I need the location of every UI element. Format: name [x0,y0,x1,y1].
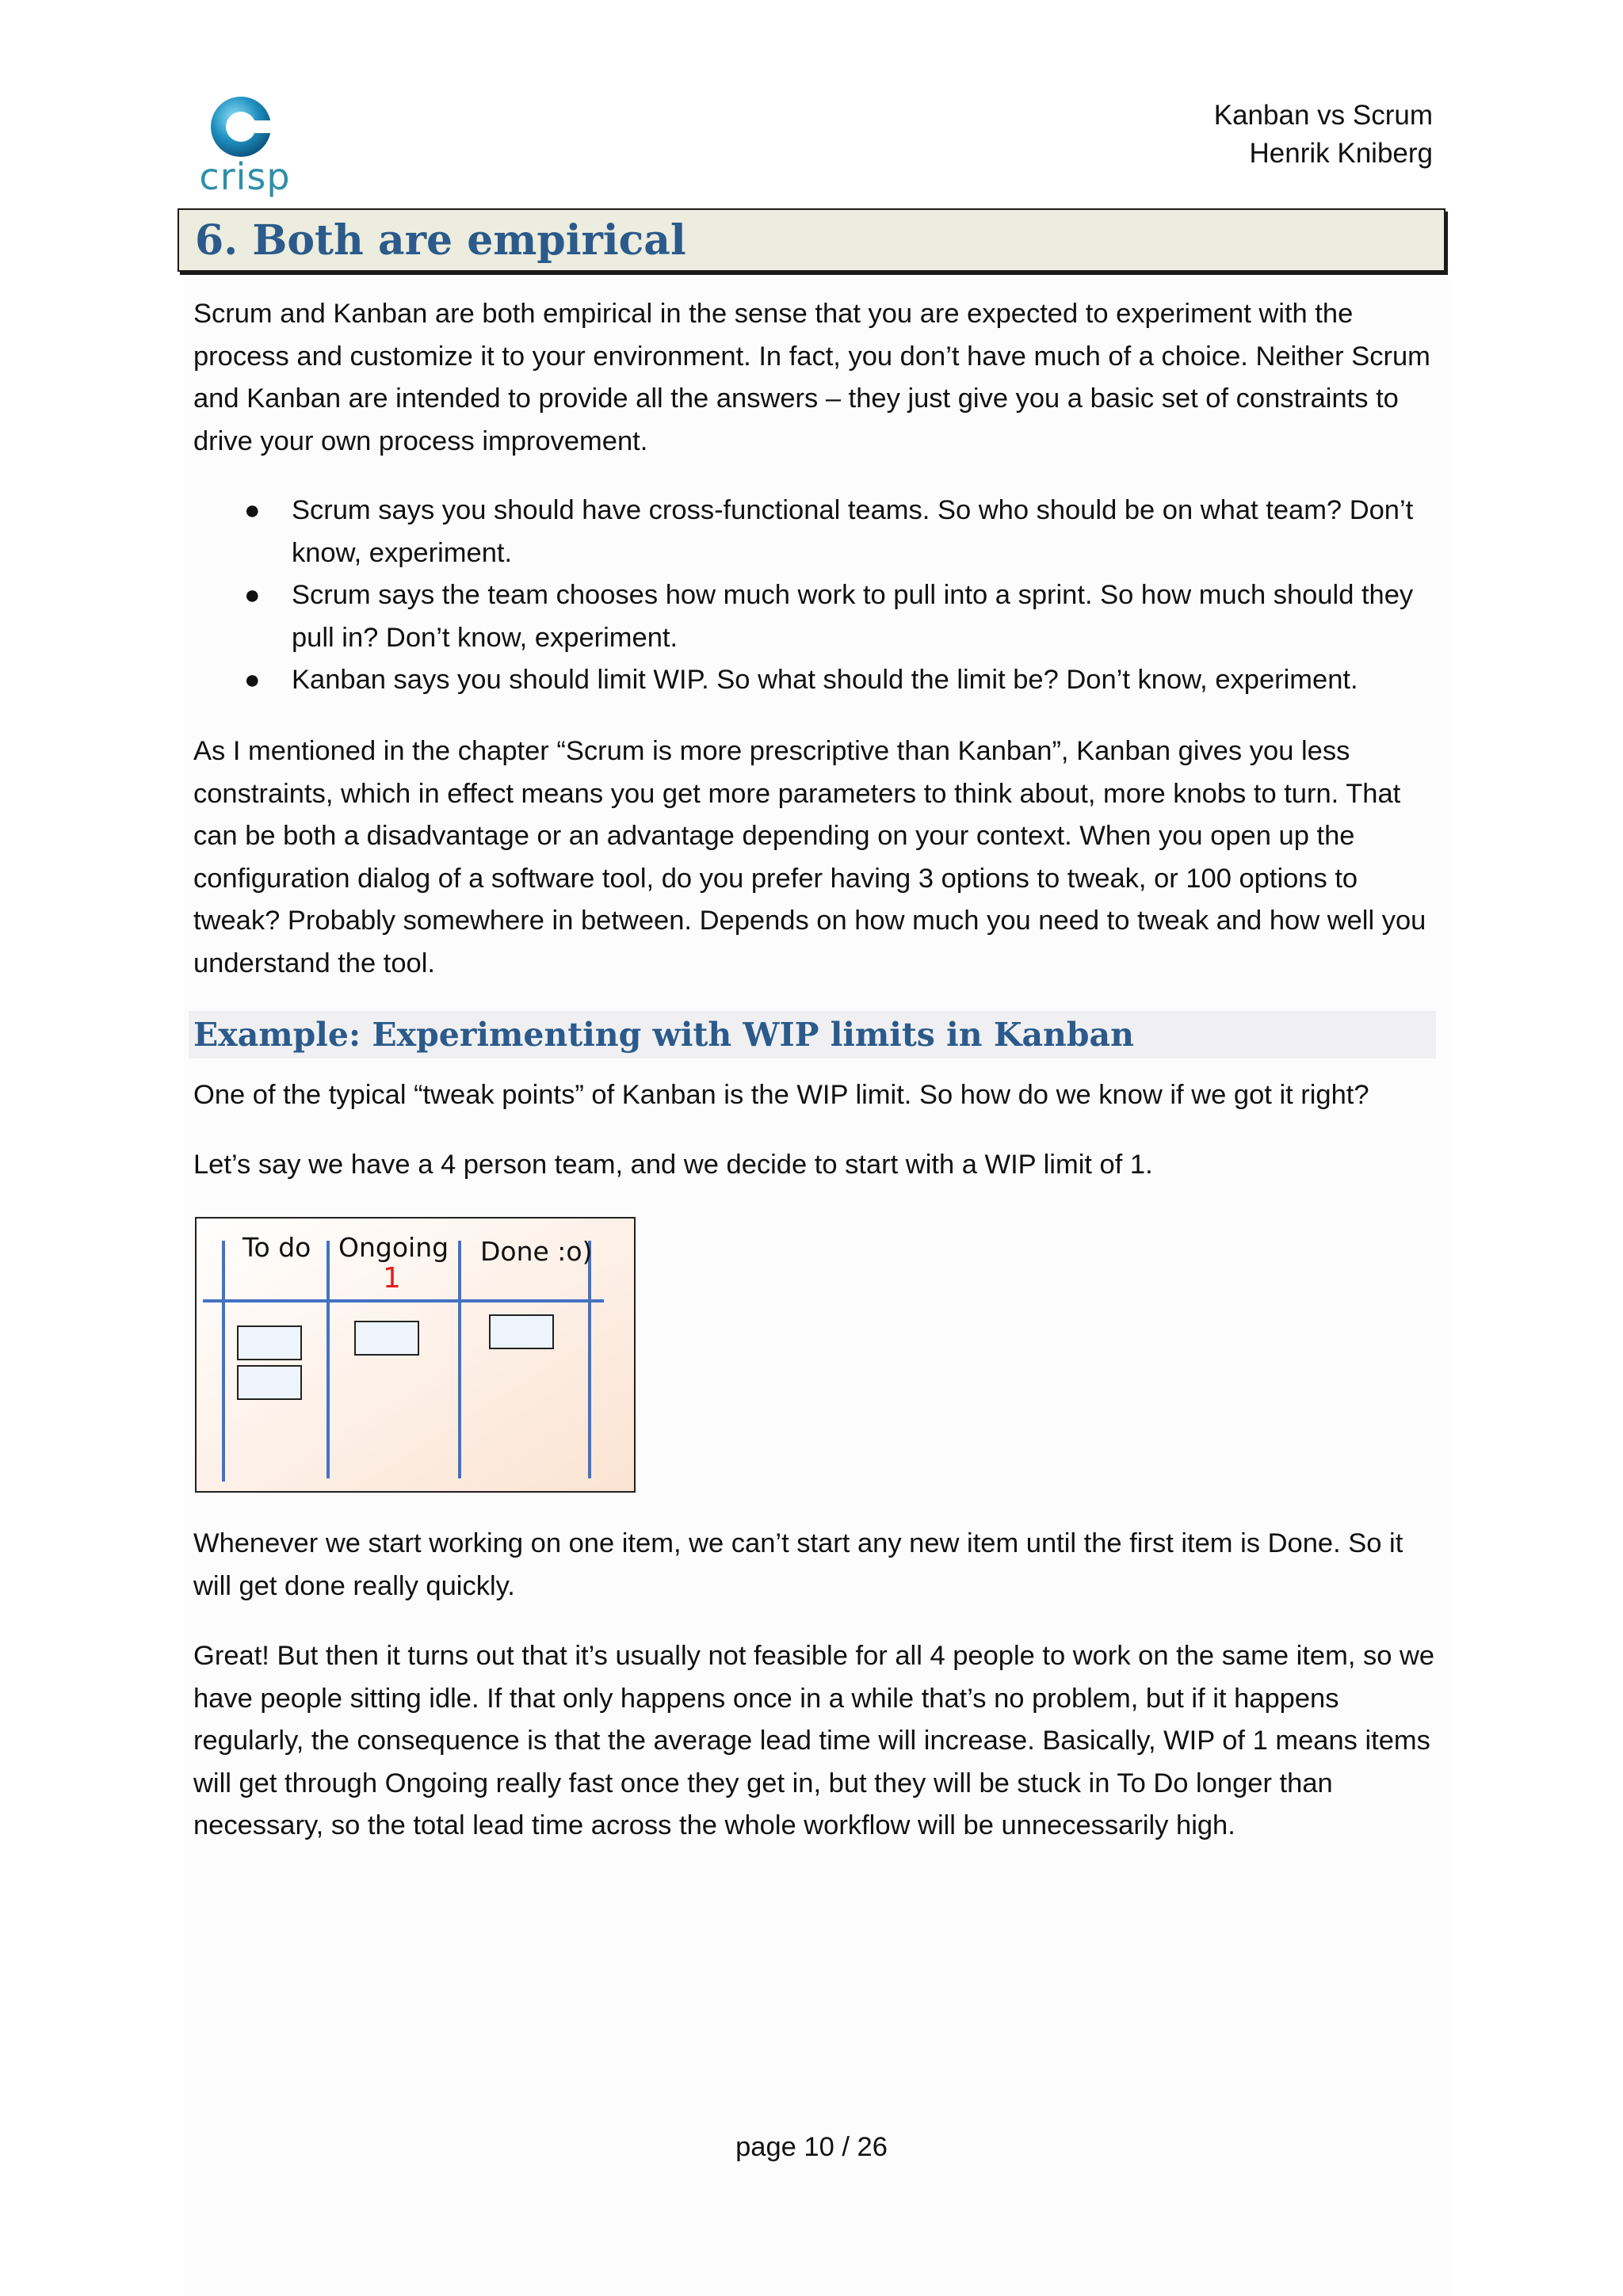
logo-text: crisp [199,155,291,198]
second-paragraph: As I mentioned in the chapter “Scrum is more prescriptive than Kanban”, Kanban gives you less constraints, which in effect means you get more parameters to think about, more knobs to turn. That can be both a disadvantage or an advantage depending on your context. When you open up the configuration dialog of a software tool, do you prefer having 3 options to tweak, or 100 options to tweak? Probably somewhere in between. Depends on how much you need to tweak and how well you understand the tool. [193,736,1426,978]
page-number: page 10 / 26 [735,2132,888,2162]
bullet-list [193,490,1445,702]
document-title: Kanban vs Scrum [1213,100,1433,131]
bullet-icon: ● [244,495,261,525]
intro-paragraph: Scrum and Kanban are both empirical in the sense that you are expected to experiment with the process and customize it to your environment. In fact, you don’t have much of a choice. Neither Scrum and Kanban are intended to provide all the answers – they just give you a basic set of constraints to drive your own process improvement. [193,299,1430,456]
crisp-logo [193,93,296,196]
example-heading: Example: Experimenting with WIP limits in Kanban [193,1016,1134,1054]
list-item: ● Scrum says the team chooses how much work to pull into a sprint. So how much should they pull in? Don’t know, experiment. [193,574,1445,659]
chapter-heading: 6. Both are empirical [195,216,686,265]
document-author: Henrik Kniberg [1249,138,1433,169]
done-card [490,1315,553,1348]
chapter-heading-box [178,208,1445,272]
ongoing-card [355,1322,418,1355]
example-paragraph-1: One of the typical “tweak points” of Kanban is the WIP limit. So how do we know if we got it right? [193,1080,1369,1110]
example-paragraph-3: Whenever we start working on one item, we can’t start any new item until the first item is Done. So it will get done really quickly. [193,1528,1403,1601]
bullet-icon: ● [244,665,261,695]
done-cards [490,1315,553,1348]
column-done-label: Done :o) [480,1236,593,1267]
column-todo-label: To do [242,1232,311,1263]
example-paragraph-4: Great! But then it turns out that it’s usually not feasible for all 4 people to work on the same item, so we have people sitting idle. If that only happens once in a while that’s no problem, but if it happens regularly, the consequence is that the average lead time will increase. Basically, WIP of 1 means items will get through Ongoing really fast once they get in, but they will be stuck in To Do longer than necessary, so the total lead time across the whole workflow will be unnecessarily high. [193,1641,1435,1840]
column-ongoing-label: Ongoing [338,1232,449,1263]
kanban-board [195,1217,636,1493]
wip-limit-label: 1 [383,1262,401,1295]
example-heading-box [189,1011,1436,1058]
bullet-icon: ● [244,580,261,610]
list-item: ● Kanban says you should limit WIP. So what should the limit be? Don’t know, experiment. [193,659,1445,702]
example-paragraph-2: Let’s say we have a 4 person team, and we decide to start with a WIP limit of 1. [193,1150,1153,1180]
ongoing-cards [355,1322,418,1355]
list-item: ● Scrum says you should have cross-functional teams. So who should be on what team? Don’t know, experiment. [193,490,1445,574]
todo-card [238,1366,301,1399]
document-header [1214,97,1433,173]
todo-card [238,1326,301,1360]
kanban-board-figure [195,1217,636,1493]
crisp-logo-icon [193,93,296,165]
